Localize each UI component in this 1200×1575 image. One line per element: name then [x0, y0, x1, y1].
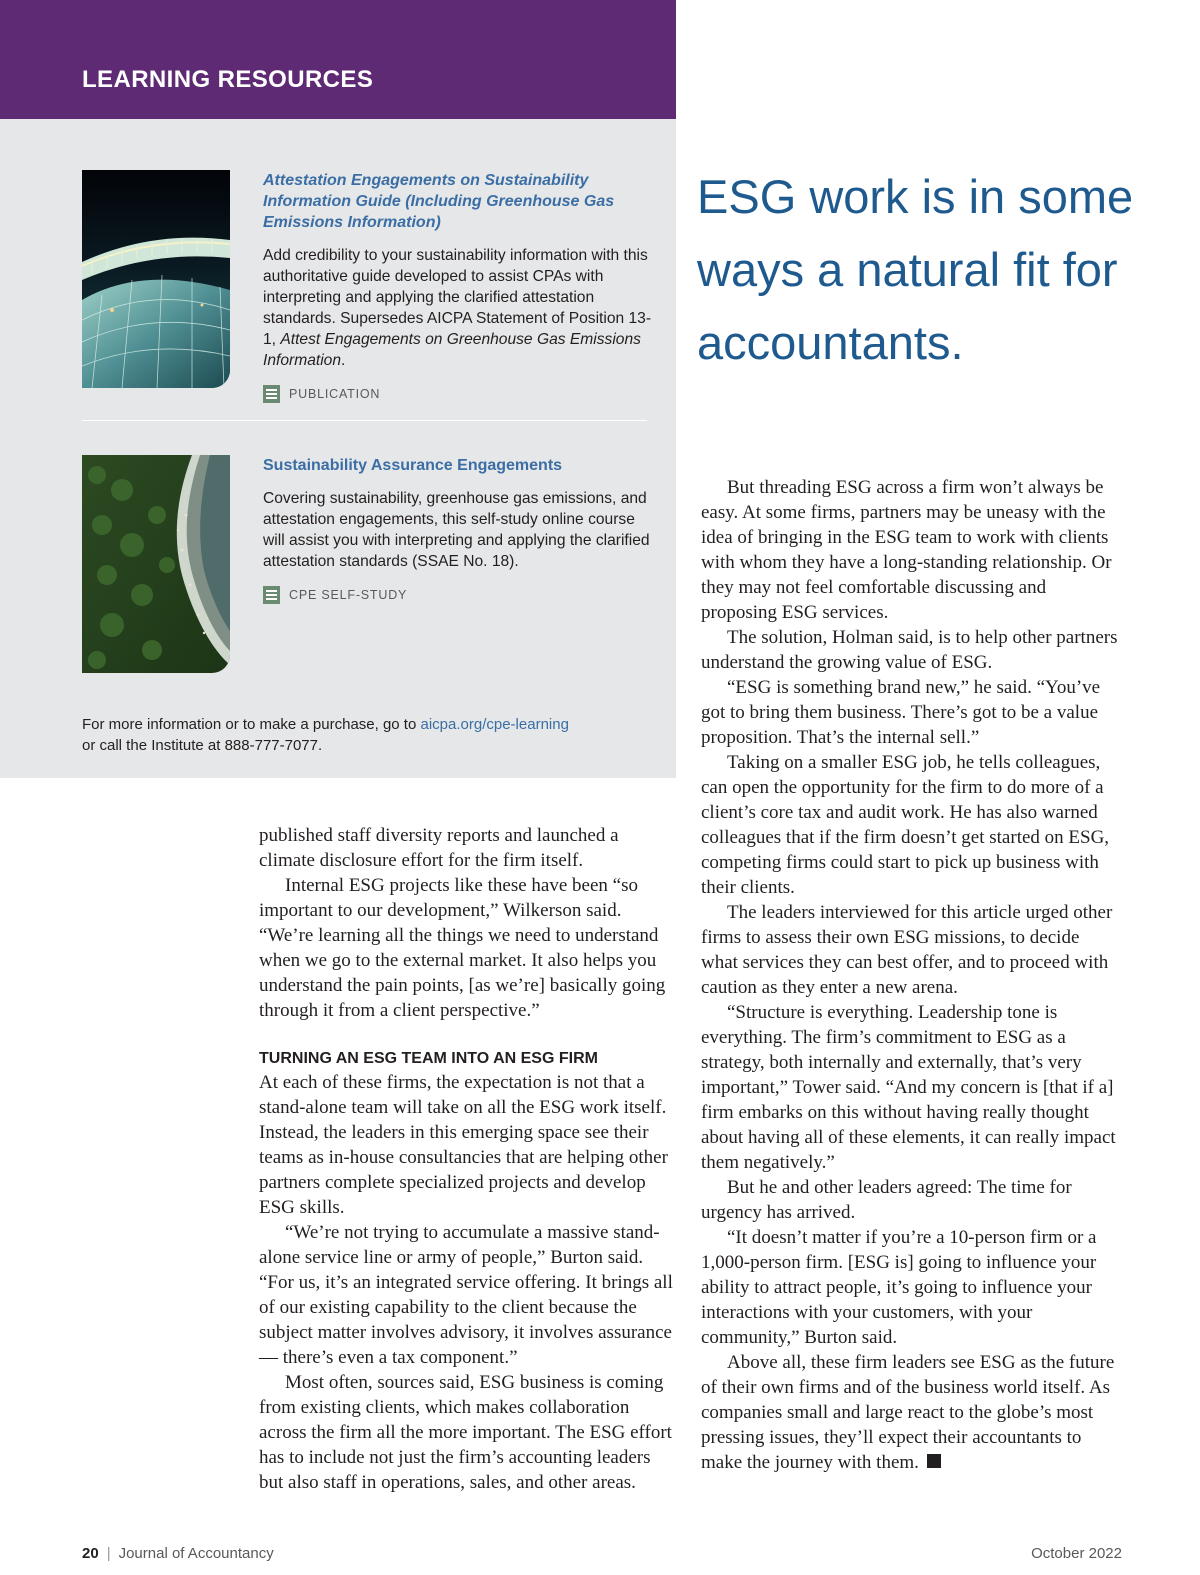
resource-type-label: PUBLICATION [289, 387, 381, 401]
section-subhead: TURNING AN ESG TEAM INTO AN ESG FIRM [259, 1050, 598, 1067]
resource-text [263, 455, 653, 604]
document-icon [263, 385, 280, 403]
resource-type-label: CPE SELF-STUDY [289, 588, 408, 602]
resource-divider [82, 420, 647, 421]
forest-aerial-photo [82, 455, 230, 673]
article-column-left [259, 823, 674, 1495]
resource-title[interactable]: Attestation Engagements on Sustainability Information Guide (Including Greenhouse Gas Emissions Information) [263, 172, 615, 231]
paragraph: The solution, Holman said, is to help other partners understand the growing value of ESG. [701, 627, 1118, 673]
paragraph: Internal ESG projects like these have been “so important to our development,” Wilkerson said. “We’re learning all the things we need to understand when we go to the external market. It also helps you understand the pain points, [as we’re] basically going through it from a client perspective.” [259, 875, 666, 1021]
more-info-prefix: For more information or to make a purchase, go to [82, 716, 421, 733]
end-mark-icon [927, 1454, 941, 1468]
description-italic-title: Attest Engagements on Greenhouse Gas Emissions Information [263, 331, 641, 369]
final-paragraph-text: Above all, these firm leaders see ESG as the future of their own firms and of the business world itself. As companies small and large react to the globe’s most pressing issues, they’ll expect their accountants to make the journey with them. [701, 1352, 1115, 1473]
paragraph-final [701, 1350, 1121, 1475]
more-info-text [82, 714, 642, 756]
paragraph: “ESG is something brand new,” he said. “You’ve got to bring them business. There’s got to be a value proposition. That’s the internal sell.” [701, 677, 1101, 748]
sidebar-header-title: LEARNING RESOURCES [82, 66, 374, 93]
more-info-suffix: or call the Institute at 888-777-7077. [82, 737, 323, 754]
footer-separator: | [106, 1545, 111, 1562]
paragraph: The leaders interviewed for this article urged other firms to assess their own ESG missions, to decide what services they can best offer, and to proceed with caution as they enter a new arena. [701, 902, 1113, 998]
sidebar-header [0, 0, 676, 119]
description-period: . [341, 352, 346, 369]
paragraph: But he and other leaders agreed: The time for urgency has arrived. [701, 1177, 1072, 1223]
resource-title[interactable]: Sustainability Assurance Engagements [263, 457, 563, 474]
resource-type [263, 385, 653, 403]
building-bridge-photo [82, 170, 230, 388]
resource-description: Covering sustainability, greenhouse gas emissions, and attestation engagements, this self-study online course will assist you with interpreting and applying the clarified attestation standards (SSAE No. 18). [263, 490, 650, 570]
resource-description [263, 245, 653, 371]
article-column-right [701, 475, 1121, 1475]
publication-name: Journal of Accountancy [118, 1545, 274, 1562]
page-number: 20 [82, 1545, 99, 1562]
pull-quote: ESG work is in some ways a natural fit for accountants. [697, 170, 1134, 369]
document-icon [263, 586, 280, 604]
issue-date: October 2022 [1031, 1545, 1122, 1562]
paragraph: “Structure is everything. Leadership tone is everything. The firm’s commitment to ESG as a strategy, both internally and externally, that’s very important,” Tower said. “And my concern is [that if a] firm embarks on this without having really thought about having all of these elements, it can really impact them negatively.” [701, 1002, 1116, 1173]
resource-text [263, 170, 653, 403]
description-text: Add credibility to your sustainability information with this authoritative guide developed to assist CPAs with interpreting and applying the clarified attestation standards. Supersedes AICPA Statement of Position 13-1, [263, 247, 652, 348]
page-footer [82, 1545, 1122, 1567]
paragraph: Most often, sources said, ESG business is coming from existing clients, which makes collaboration across the firm all the more important. The ESG effort has to include not just the firm’s accounting leaders but also staff in operations, sales, and other areas. [259, 1372, 672, 1493]
resource-type [263, 586, 653, 604]
paragraph: “It doesn’t matter if you’re a 10-person firm or a 1,000-person firm. [ESG is] going to influence your ability to attract people, it’s going to influence your interactions with your customers, with your community,” Burton said. [701, 1227, 1097, 1348]
paragraph: Taking on a smaller ESG job, he tells colleagues, can open the opportunity for the firm to do more of a client’s core tax and audit work. He has also warned colleagues that if the firm doesn’t get started on ESG, competing firms could start to pick up business with their clients. [701, 752, 1110, 898]
paragraph: At each of these firms, the expectation is not that a stand-alone team will take on all the ESG work itself. Instead, the leaders in this emerging space see their teams as in-house consultancies that are helping other partners complete specialized projects and develop ESG skills. [259, 1072, 668, 1218]
paragraph: “We’re not trying to accumulate a massive stand-alone service line or army of people,” Burton said. “For us, it’s an integrated service offering. It brings all of our existing capability to the client because the subject matter involves advisory, it involves assurance — there’s even a tax component.” [259, 1222, 673, 1368]
paragraph: published staff diversity reports and launched a climate disclosure effort for the firm itself. [259, 825, 619, 871]
paragraph: But threading ESG across a firm won’t always be easy. At some firms, partners may be uneasy with the idea of bringing in the ESG team to work with clients with whom they have a long-standing relationship. Or they may not feel comfortable discussing and proposing ESG services. [701, 477, 1112, 623]
aicpa-link[interactable]: aicpa.org/cpe-learning [420, 716, 569, 733]
